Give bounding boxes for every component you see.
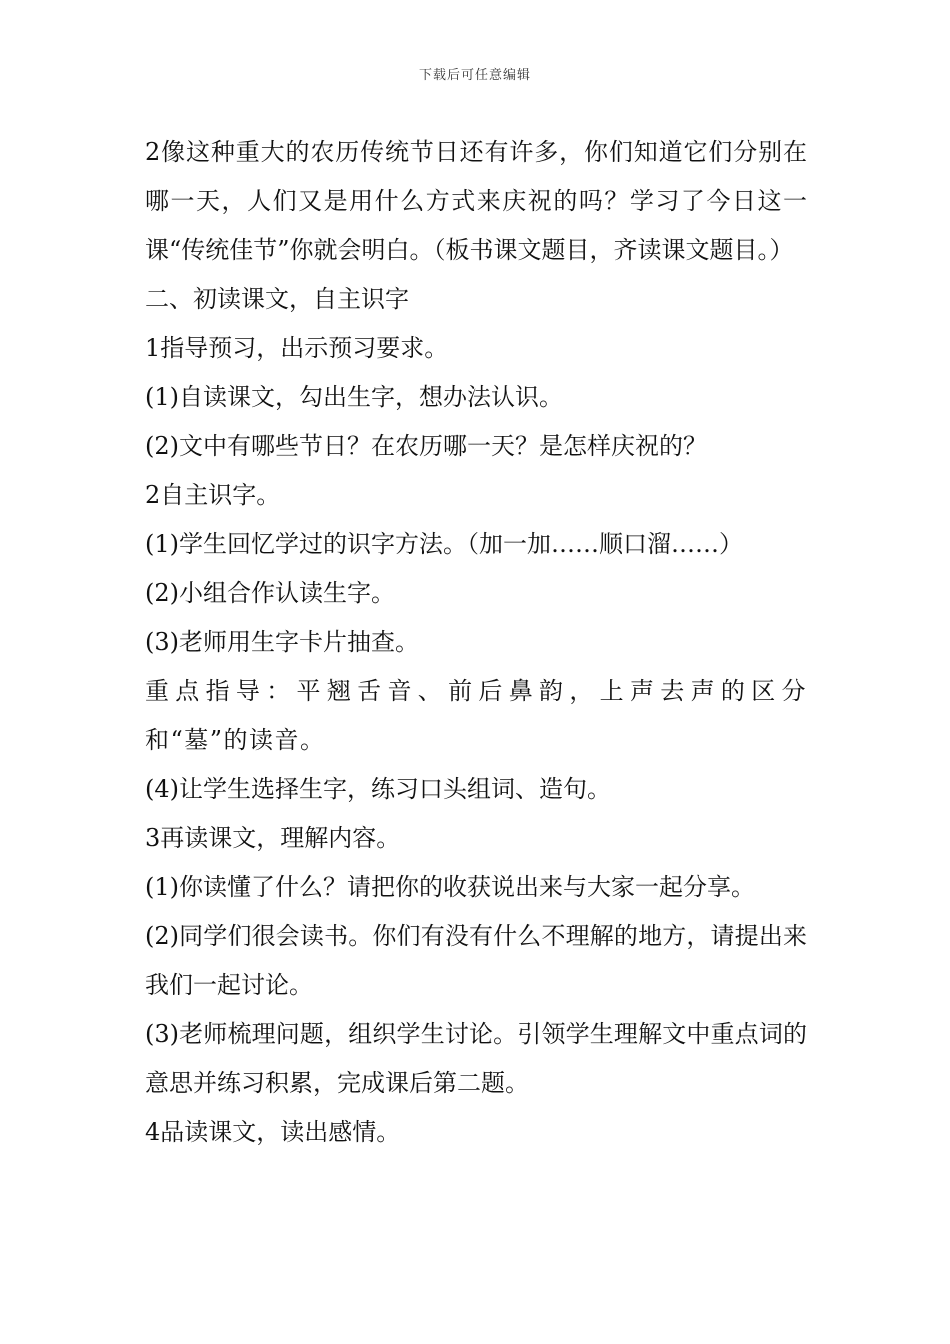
document-body (145, 128, 807, 1157)
list-item: 2自主识字。 (145, 481, 281, 509)
section-heading-first-reading: 二、初读课文，自主识字 (145, 285, 409, 313)
list-item: (2)文中有哪些节日？在农历哪一天？是怎样庆祝的？ (145, 432, 707, 460)
list-item: (1)自读课文，勾出生字，想办法认识。 (145, 383, 563, 411)
paragraph-key-guidance: 重点指导：平翘舌音、前后鼻韵，上声去声的区分和“墓”的读音。 (145, 677, 807, 754)
list-item: (1)你读懂了什么？请把你的收获说出来与大家一起分享。 (145, 873, 755, 901)
list-item: (1)学生回忆学过的识字方法。（加一加……顺口溜……） (145, 530, 743, 558)
list-item: (2)同学们很会读书。你们有没有什么不理解的地方，请提出来我们一起讨论。 (145, 922, 807, 999)
list-item: (4)让学生选择生字，练习口头组词、造句。 (145, 775, 611, 803)
list-item: (3)老师用生字卡片抽查。 (145, 628, 419, 656)
paragraph-intro: 2像这种重大的农历传统节日还有许多，你们知道它们分别在哪一天，人们又是用什么方式来庆祝的吗？学习了今日这一课“传统佳节”你就会明白。（板书课文题目，齐读课文题目。） (145, 138, 807, 264)
page-header: 下载后可任意编辑 (418, 68, 531, 83)
list-item: (3)老师梳理问题，组织学生讨论。引领学生理解文中重点词的意思并练习积累，完成课后第二题。 (145, 1020, 807, 1097)
list-item: 1指导预习，出示预习要求。 (145, 334, 449, 362)
list-item: 3再读课文，理解内容。 (145, 824, 401, 852)
list-item: (2)小组合作认读生字。 (145, 579, 395, 607)
list-item: 4品读课文，读出感情。 (145, 1118, 401, 1146)
